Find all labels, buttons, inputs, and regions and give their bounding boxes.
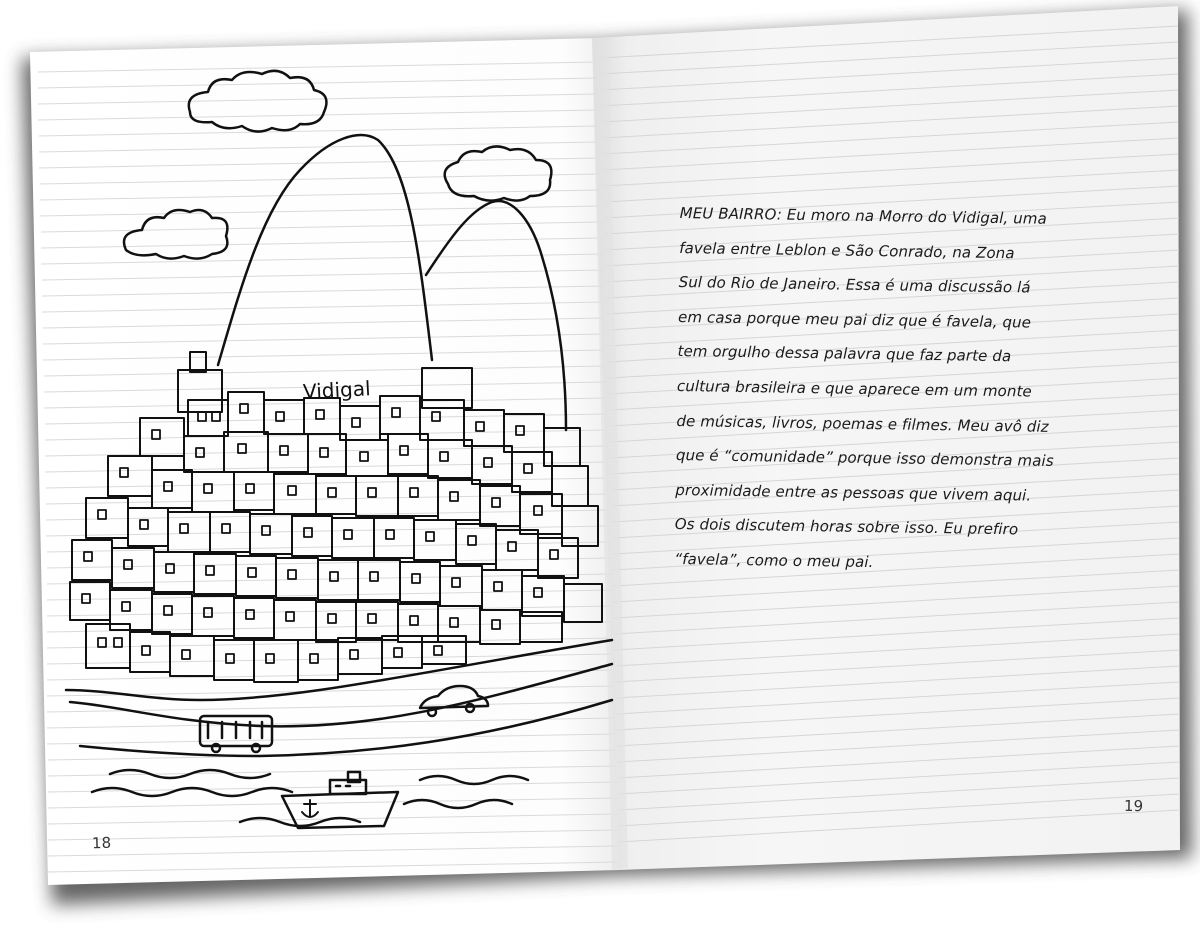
text-line: “favela”, como o meu pai.: [674, 549, 874, 572]
text-line: de músicas, livros, poemas e filmes. Meu avô diz: [676, 411, 1049, 436]
left-page: [30, 38, 620, 885]
page-body-text: [674, 196, 1100, 583]
text-line: MEU BAIRRO: Eu moro na Morro do Vidigal, uma: [679, 203, 1047, 228]
page-number-left: 18: [91, 833, 112, 853]
text-line: em casa porque meu pai diz que é favela, que: [677, 307, 1032, 332]
text-line: favela entre Leblon e São Conrado, na Zona: [679, 238, 1015, 262]
text-line: que é “comunidade” porque isso demonstra mais: [675, 446, 1054, 471]
text-line: tem orgulho dessa palavra que faz parte da: [677, 342, 1012, 366]
page-number-right: 19: [1123, 796, 1144, 816]
text-line: cultura brasileira e que aparece em um monte: [676, 376, 1032, 401]
place-label: Vidigal: [302, 376, 372, 404]
text-line: Sul do Rio de Janeiro. Essa é uma discussão lá: [678, 273, 1031, 297]
text-line: proximidade entre as pessoas que vivem aqui.: [675, 480, 1032, 505]
text-line: Os dois discutem horas sobre isso. Eu prefiro: [674, 515, 1019, 539]
